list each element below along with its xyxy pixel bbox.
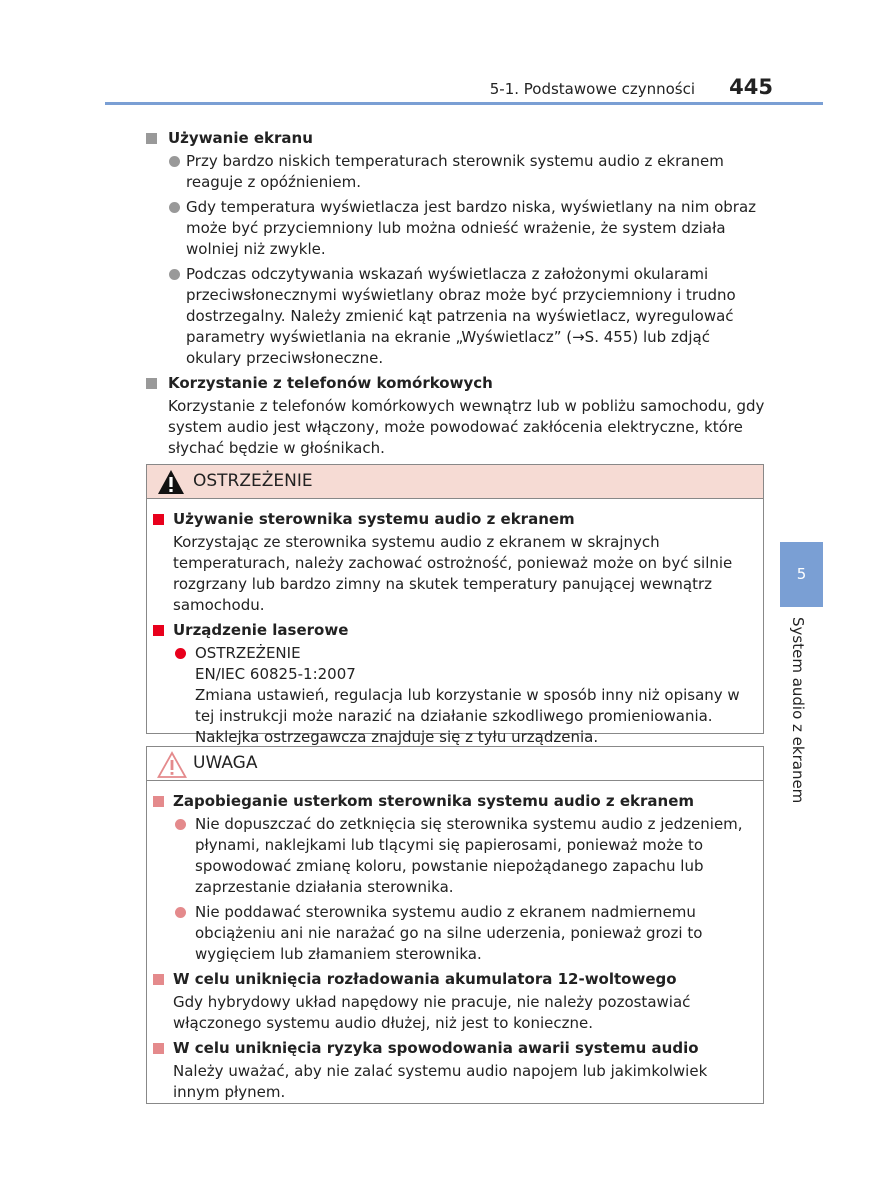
- paragraph: Korzystając ze sterownika systemu audio z ekranem w skrajnych temperaturach, należy zachować ostrożność, ponieważ może on być silnie rozgrzany lub bardzo zimny na skutek temperatury panującej wewnątrz samochodu.: [173, 533, 733, 614]
- warning-box: [146, 464, 764, 746]
- list-item-text: Nie poddawać sterownika systemu audio z ekranem nadmiernemu obciążeniu ani nie narażać go na silne uderzenia, ponieważ grozi to wygięciem lub złamaniem sterownika.: [195, 903, 703, 963]
- list-item: [146, 197, 766, 260]
- box-heading-text: W celu uniknięcia ryzyka spowodowania awarii systemu audio: [173, 1039, 699, 1057]
- section-heading: [146, 128, 766, 149]
- list-item: [146, 151, 766, 193]
- box-heading: [153, 509, 753, 530]
- chapter-tab: 5: [780, 542, 823, 607]
- list-item: [153, 814, 753, 898]
- section-heading: [146, 373, 766, 394]
- chapter-title: System audio z ekranem: [789, 617, 807, 804]
- list-item-text: Przy bardzo niskich temperaturach sterownik systemu audio z ekranem reaguje z opóźnieniem.: [186, 152, 724, 191]
- box-heading-text: Urządzenie laserowe: [173, 621, 349, 639]
- circle-bullet-icon: [169, 156, 180, 167]
- caution-triangle-icon: [157, 751, 187, 779]
- main-content: [146, 128, 766, 463]
- caution-box-title: UWAGA: [193, 753, 258, 773]
- warning-triangle-icon: [157, 469, 185, 495]
- warning-box-header: [147, 465, 763, 499]
- page-header: [0, 0, 877, 110]
- box-heading-text: W celu uniknięcia rozładowania akumulatora 12-woltowego: [173, 970, 677, 988]
- box-heading: [153, 1038, 753, 1059]
- box-heading: [153, 620, 753, 641]
- header-rule: [105, 102, 823, 105]
- paragraph: Gdy hybrydowy układ napędowy nie pracuje, nie należy pozostawiać włączonego systemu audio dłużej, niż jest to konieczne.: [173, 993, 691, 1032]
- warning-box-body: [147, 499, 763, 748]
- caution-box: [146, 746, 764, 1104]
- circle-bullet-icon: [175, 907, 186, 918]
- list-item: [146, 264, 766, 369]
- square-bullet-icon: [153, 625, 164, 636]
- section-title: 5-1. Podstawowe czynności: [489, 80, 695, 98]
- box-heading: [153, 791, 753, 812]
- box-heading-text: Zapobieganie usterkom sterownika systemu audio z ekranem: [173, 792, 695, 810]
- square-bullet-icon: [146, 378, 157, 389]
- square-bullet-icon: [153, 974, 164, 985]
- square-bullet-icon: [146, 133, 157, 144]
- caution-box-header: [147, 747, 763, 781]
- square-bullet-icon: [153, 796, 164, 807]
- section-heading-text: Korzystanie z telefonów komórkowych: [168, 374, 493, 392]
- list-item-text: Podczas odczytywania wskazań wyświetlacza z założonymi okularami przeciwsłonecznymi wyświetlany obraz może być przyciemniony i trudno dostrzegalny. Należy zmienić kąt patrzenia na wyświetlacz, wyregulować parametry wyświetlania na ekranie „Wyświetlacz” (→S. 455) lub zdjąć okulary przeciwsłoneczne.: [186, 265, 736, 367]
- list-item: [153, 643, 753, 748]
- paragraph: Należy uważać, aby nie zalać systemu audio napojem lub jakimkolwiek innym płynem.: [173, 1062, 708, 1101]
- laser-warning-text: Zmiana ustawień, regulacja lub korzystanie w sposób inny niż opisany w tej instrukcji może narazić na działanie szkodliwego promieniowania. Naklejka ostrzegawcza znajduje się z tyłu urządzenia.: [195, 686, 740, 746]
- list-item: [153, 902, 753, 965]
- circle-bullet-icon: [169, 202, 180, 213]
- laser-standard: EN/IEC 60825-1:2007: [195, 665, 356, 683]
- circle-bullet-icon: [175, 648, 186, 659]
- list-item-text: Gdy temperatura wyświetlacza jest bardzo niska, wyświetlany na nim obraz może być przyciemniony lub można odnieść wrażenie, że system działa wolniej niż zwykle.: [186, 198, 757, 258]
- square-bullet-icon: [153, 1043, 164, 1054]
- circle-bullet-icon: [169, 269, 180, 280]
- section-heading-text: Używanie ekranu: [168, 129, 313, 147]
- box-heading: [153, 969, 753, 990]
- box-heading-text: Używanie sterownika systemu audio z ekranem: [173, 510, 575, 528]
- list-item-text: Nie dopuszczać do zetknięcia się sterownika systemu audio z jedzeniem, płynami, naklejkami lub tlącymi się papierosami, ponieważ może to spowodować zmianę koloru, powstanie niepożądanego zapachu lub zaprzestanie działania sterownika.: [195, 815, 743, 896]
- circle-bullet-icon: [175, 819, 186, 830]
- caution-box-body: [147, 781, 763, 1103]
- paragraph: Korzystanie z telefonów komórkowych wewnątrz lub w pobliżu samochodu, gdy system audio jest włączony, może powodować zakłócenia elektryczne, które słychać będzie w głośnikach.: [168, 397, 765, 457]
- warning-box-title: OSTRZEŻENIE: [193, 471, 313, 491]
- square-bullet-icon: [153, 514, 164, 525]
- laser-warning-title: OSTRZEŻENIE: [195, 644, 301, 662]
- page-number: 445: [729, 75, 773, 99]
